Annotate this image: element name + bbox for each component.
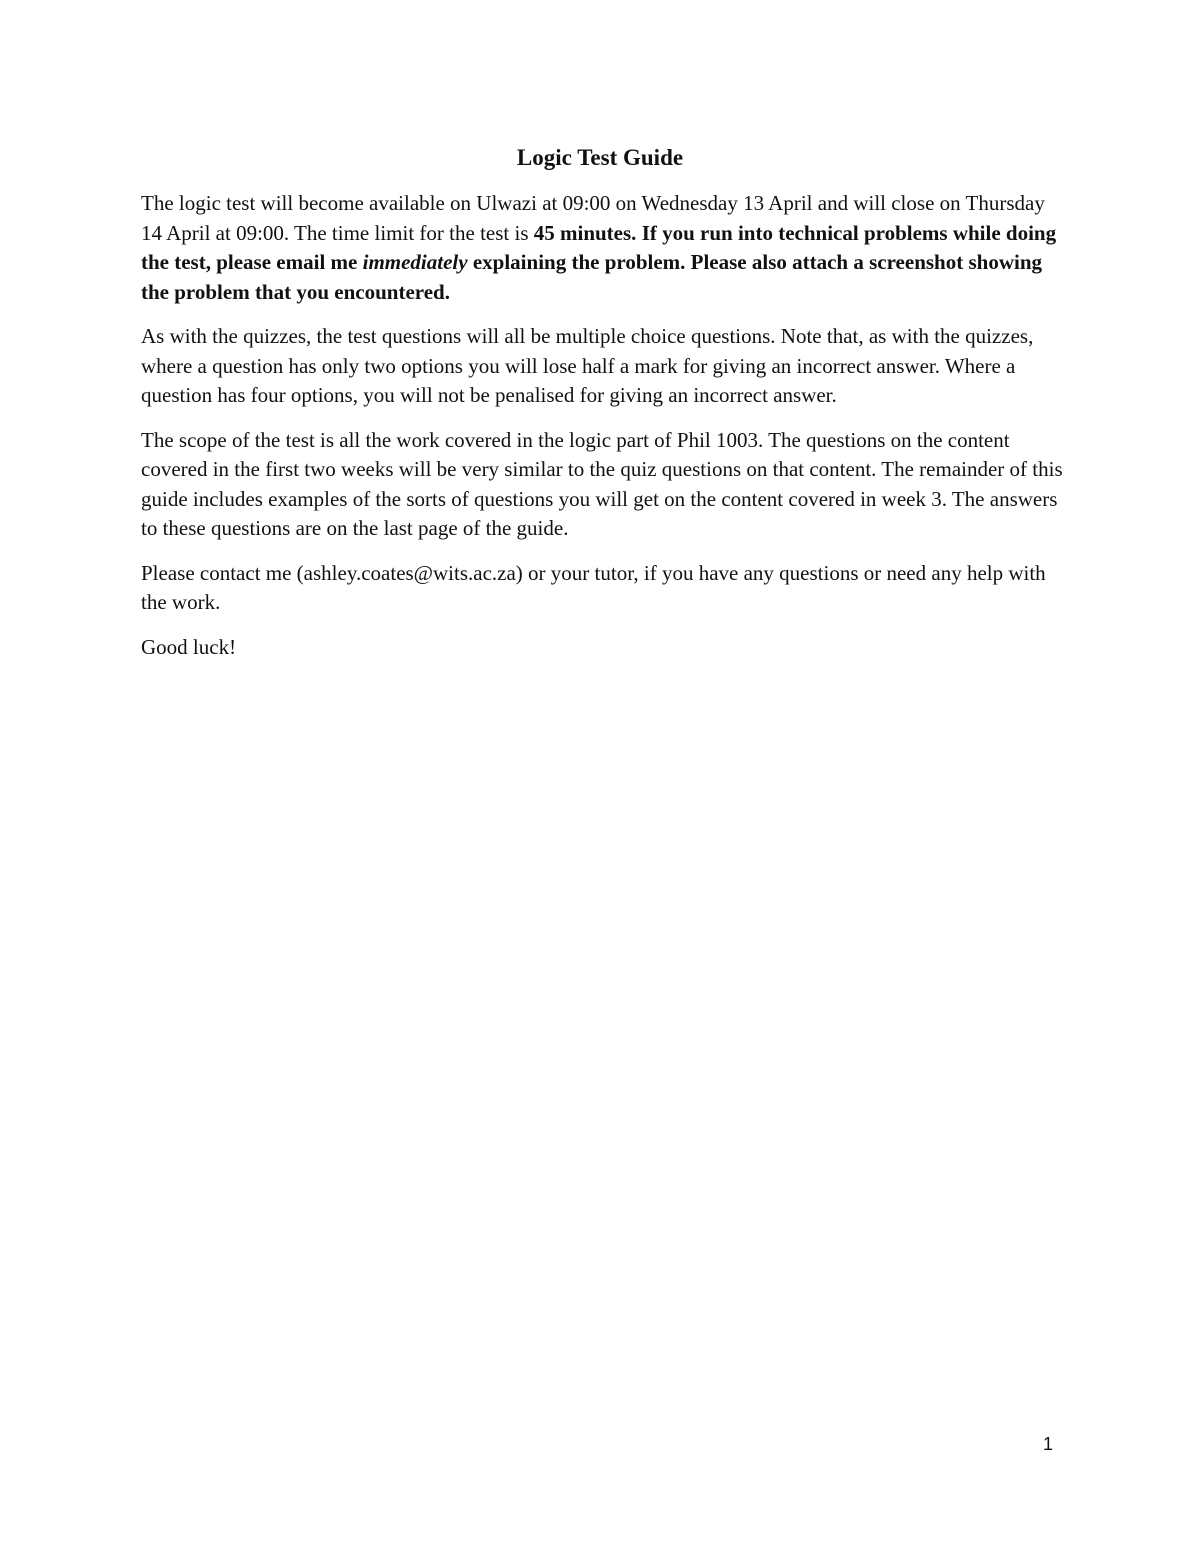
screenshot-instruction-text: explaining the problem. Please also attach a screenshot showing the problem that you encountered. bbox=[141, 250, 1042, 304]
page-number: 1 bbox=[1043, 1434, 1054, 1454]
technical-problems-text: If you run into technical problems while doing the test, please email me bbox=[141, 220, 1057, 274]
availability-text: The logic test will become available on Ulwazi at 09:00 on Wednesday 13 April and will close on Thursday 14 April at 09:00. The time limit for the test is bbox=[141, 191, 1045, 245]
paragraph-test-scope: The scope of the test is all the work covered in the logic part of Phil 1003. The questions on the content covered in the first two weeks will be very similar to the quiz questions on that content. The remainder of this guide includes examples of the sorts of questions you will get on the content covered in week 3. The answers to these questions are on the last page of the guide. bbox=[141, 427, 1063, 540]
paragraph-good-luck: Good luck! bbox=[141, 634, 237, 659]
page-title: Logic Test Guide bbox=[516, 145, 684, 170]
time-limit-text: 45 minutes. bbox=[533, 220, 637, 245]
document-body bbox=[141, 189, 1063, 677]
immediately-text: immediately bbox=[362, 250, 468, 274]
paragraph-contact: Please contact me (ashley.coates@wits.ac.za) or your tutor, if you have any questions or need any help with the work. bbox=[141, 560, 1046, 614]
paragraph-question-format: As with the quizzes, the test questions will all be multiple choice questions. Note that, as with the quizzes, where a question has only two options you will lose half a mark for giving an incorrect answer. Where a question has four options, you will not be penalised for giving an incorrect answer. bbox=[141, 324, 1034, 407]
paragraph-test-availability bbox=[141, 189, 1063, 307]
